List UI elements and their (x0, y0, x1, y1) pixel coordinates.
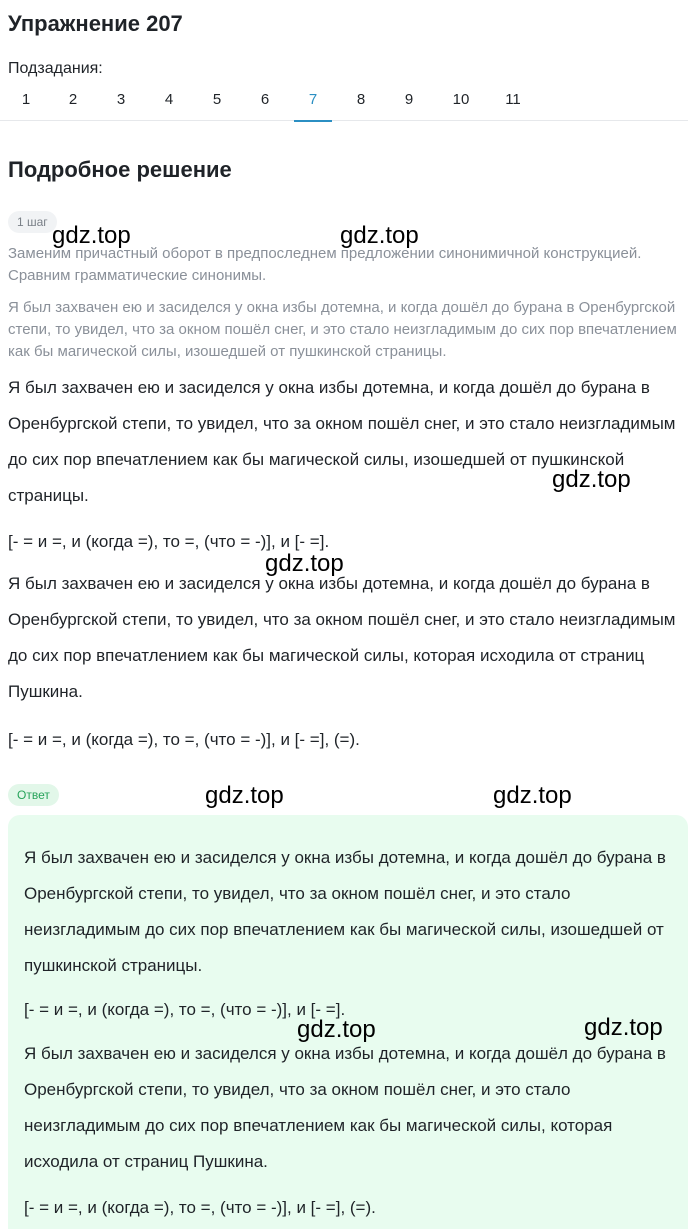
watermark: gdz.top (552, 466, 631, 493)
tab-1[interactable]: 1 (21, 91, 31, 108)
solution-heading: Подробное решение (8, 157, 232, 182)
tab-4[interactable]: 4 (164, 91, 174, 108)
solution-scheme-1: [- = и =, и (когда =), то =, (что = -)], и [- =]. (8, 532, 330, 551)
tab-7[interactable]: 7 (294, 86, 332, 121)
solution-sentence-2: Я был захвачен ею и засиделся у окна избы дотемна, и когда дошёл до бурана в Оренбургской степи, то увидел, что за окном пошёл снег, и это стало неизгладимым до сих пор впечатлением как бы магической силы, которая исходила от страниц Пушкина. (8, 574, 676, 701)
watermark: gdz.top (265, 550, 344, 577)
watermark: gdz.top (52, 222, 131, 249)
solution-intro: Заменим причастный оборот в предпоследнем предложении синонимичной конструкцией. Сравним грамматические синонимы. (8, 245, 642, 284)
solution-sentence-1: Я был захвачен ею и засиделся у окна избы дотемна, и когда дошёл до бурана в Оренбургской степи, то увидел, что за окном пошёл снег, и это стало неизгладимым до сих пор впечатлением как бы магической силы, изошедшей от пушкинской страницы. (8, 378, 676, 505)
answer-scheme-2: [- = и =, и (когда =), то =, (что = -)], и [- =], (=). (24, 1198, 376, 1217)
page-title: Упражнение 207 (8, 11, 183, 36)
answer-badge: Ответ (8, 784, 59, 806)
solution-scheme-2: [- = и =, и (когда =), то =, (что = -)], и [- =], (=). (8, 730, 360, 749)
watermark: gdz.top (205, 782, 284, 809)
tab-10[interactable]: 10 (452, 91, 470, 108)
tab-3[interactable]: 3 (116, 91, 126, 108)
tab-8[interactable]: 8 (356, 91, 366, 108)
watermark: gdz.top (340, 222, 419, 249)
step-badge: 1 шаг (8, 211, 57, 233)
tab-2[interactable]: 2 (68, 91, 78, 108)
answer-sentence-1: Я был захвачен ею и засиделся у окна избы дотемна, и когда дошёл до бурана в Оренбургской степи, то увидел, что за окном пошёл снег, и это стало неизгладимым до сих пор впечатлением как бы магической силы, изошедшей от пушкинской страницы. (24, 848, 666, 975)
watermark: gdz.top (493, 782, 572, 809)
tab-5[interactable]: 5 (212, 91, 222, 108)
subtask-tabs (0, 86, 688, 121)
answer-sentence-2: Я был захвачен ею и засиделся у окна избы дотемна, и когда дошёл до бурана в Оренбургской степи, то увидел, что за окном пошёл снег, и это стало неизгладимым до сих пор впечатлением как бы магической силы, которая исходила от страниц Пушкина. (24, 1044, 666, 1171)
solution-original-sentence: Я был захвачен ею и засиделся у окна избы дотемна, и когда дошёл до бурана в Оренбургской степи, то увидел, что за окном пошёл снег, и это стало неизгладимым до сих пор впечатлением как бы магической силы, изошедшей от пушкинской страницы. (8, 299, 677, 360)
subtasks-label: Подзадания: (8, 60, 103, 77)
answer-scheme-1: [- = и =, и (когда =), то =, (что = -)], и [- =]. (24, 1000, 346, 1019)
tab-9[interactable]: 9 (404, 91, 414, 108)
watermark: gdz.top (584, 1014, 663, 1041)
tab-6[interactable]: 6 (260, 91, 270, 108)
tab-11[interactable]: 11 (505, 91, 521, 108)
watermark: gdz.top (297, 1016, 376, 1043)
